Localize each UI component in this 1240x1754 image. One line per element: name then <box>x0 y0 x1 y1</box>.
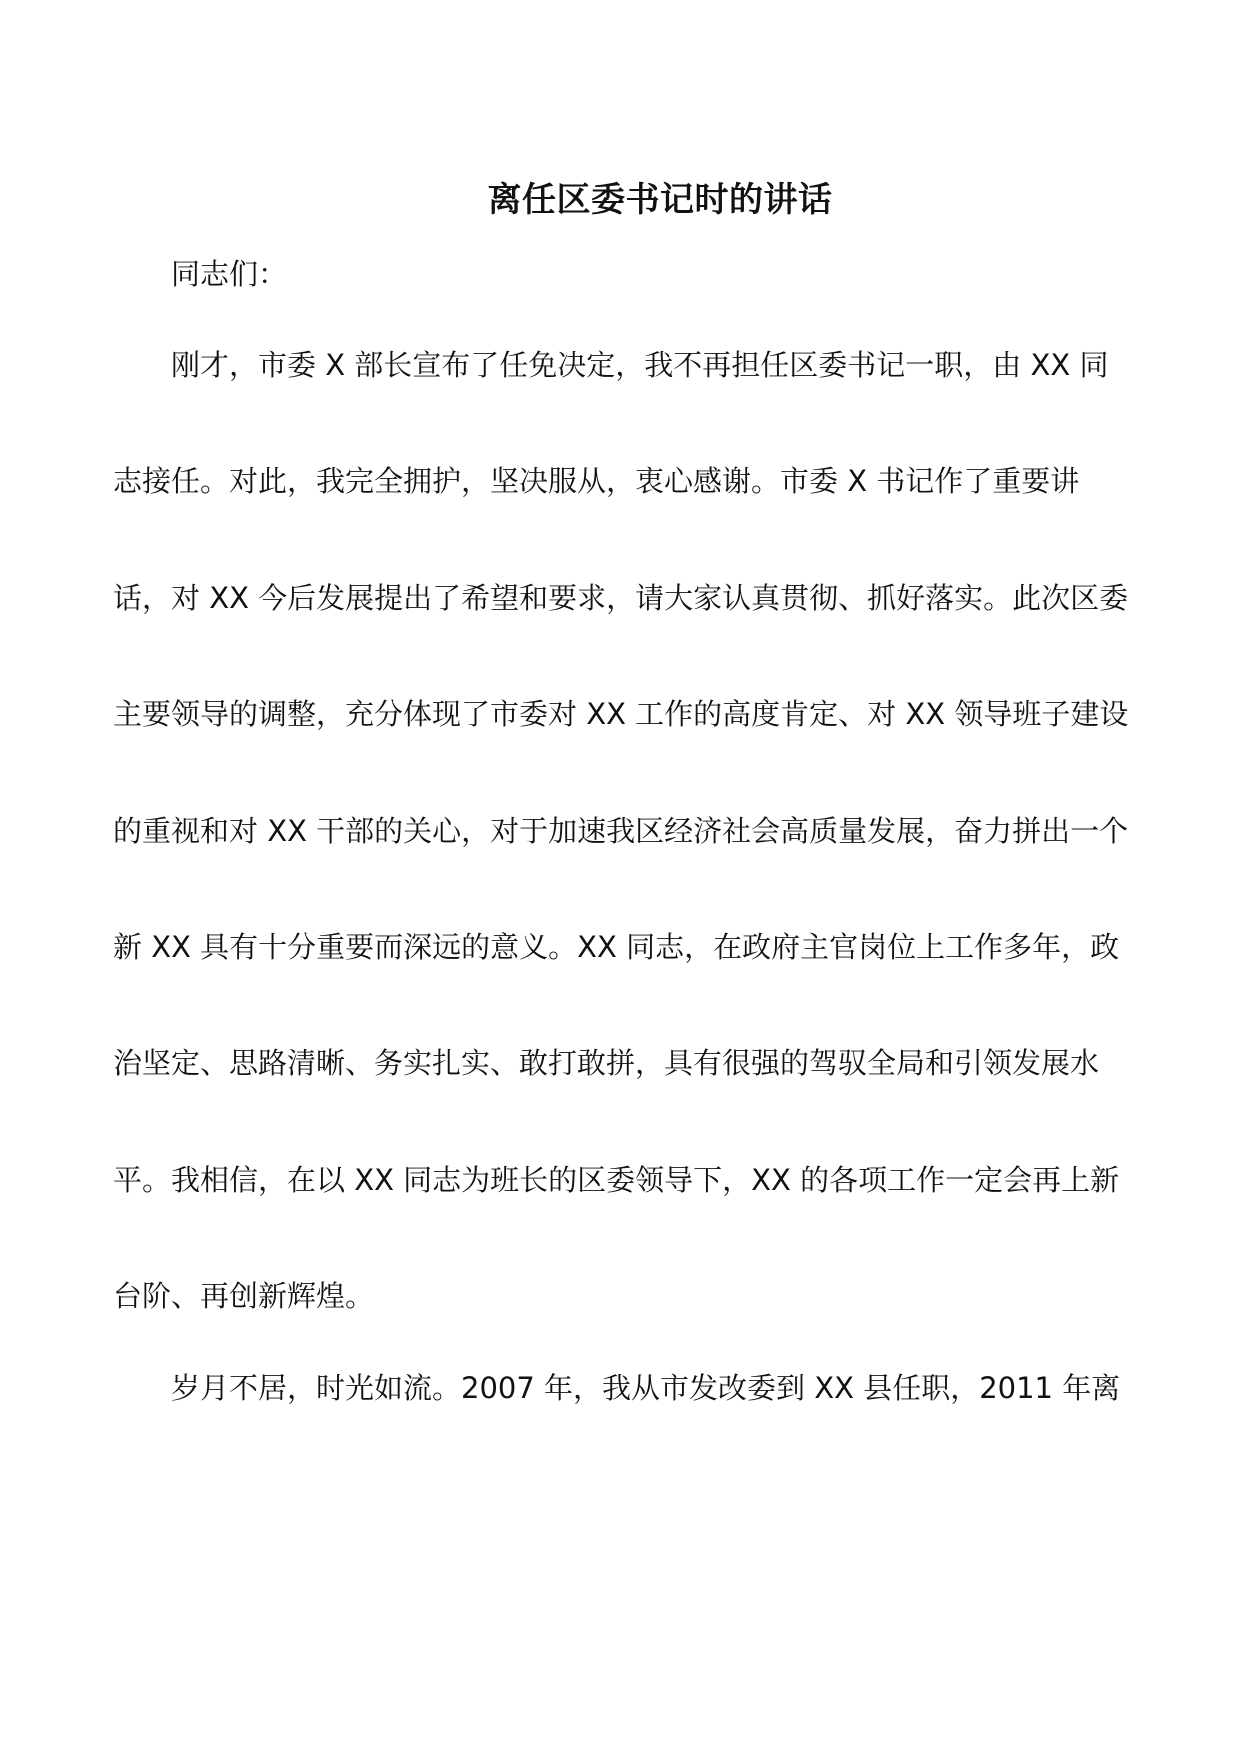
paragraph1-line-2: 志接任。对此，我完全拥护，坚决服从，衷心感谢。市委 X 书记作了重要讲 <box>113 464 1080 498</box>
paragraph1-line-3: 话，对 XX 今后发展提出了希望和要求，请大家认真贯彻、抓好落实。此次区委 <box>113 581 1129 615</box>
paragraph1-line-7: 治坚定、思路清晰、务实扎实、敢打敢拼，具有很强的驾驭全局和引领发展水 <box>113 1046 1100 1080</box>
paragraph2-line-1: 岁月不居，时光如流。2007 年，我从市发改委到 XX 县任职，2011 年离 <box>171 1371 1121 1405</box>
salutation: 同志们： <box>171 257 288 291</box>
paragraph1-line-4: 主要领导的调整，充分体现了市委对 XX 工作的高度肯定、对 XX 领导班子建设 <box>113 697 1129 731</box>
paragraph1-line-5: 的重视和对 XX 干部的关心，对于加速我区经济社会高质量发展，奋力拼出一个 <box>113 814 1129 848</box>
document-title: 离任区委书记时的讲话 <box>487 180 833 220</box>
paragraph1-line-1: 刚才，市委 X 部长宣布了任免决定，我不再担任区委书记一职，由 XX 同 <box>171 348 1109 382</box>
paragraph1-line-6: 新 XX 具有十分重要而深远的意义。XX 同志，在政府主官岗位上工作多年，政 <box>113 930 1120 964</box>
paragraph1-line-8: 平。我相信，在以 XX 同志为班长的区委领导下，XX 的各项工作一定会再上新 <box>113 1163 1120 1197</box>
paragraph1-line-9: 台阶、再创新辉煌。 <box>113 1279 375 1313</box>
